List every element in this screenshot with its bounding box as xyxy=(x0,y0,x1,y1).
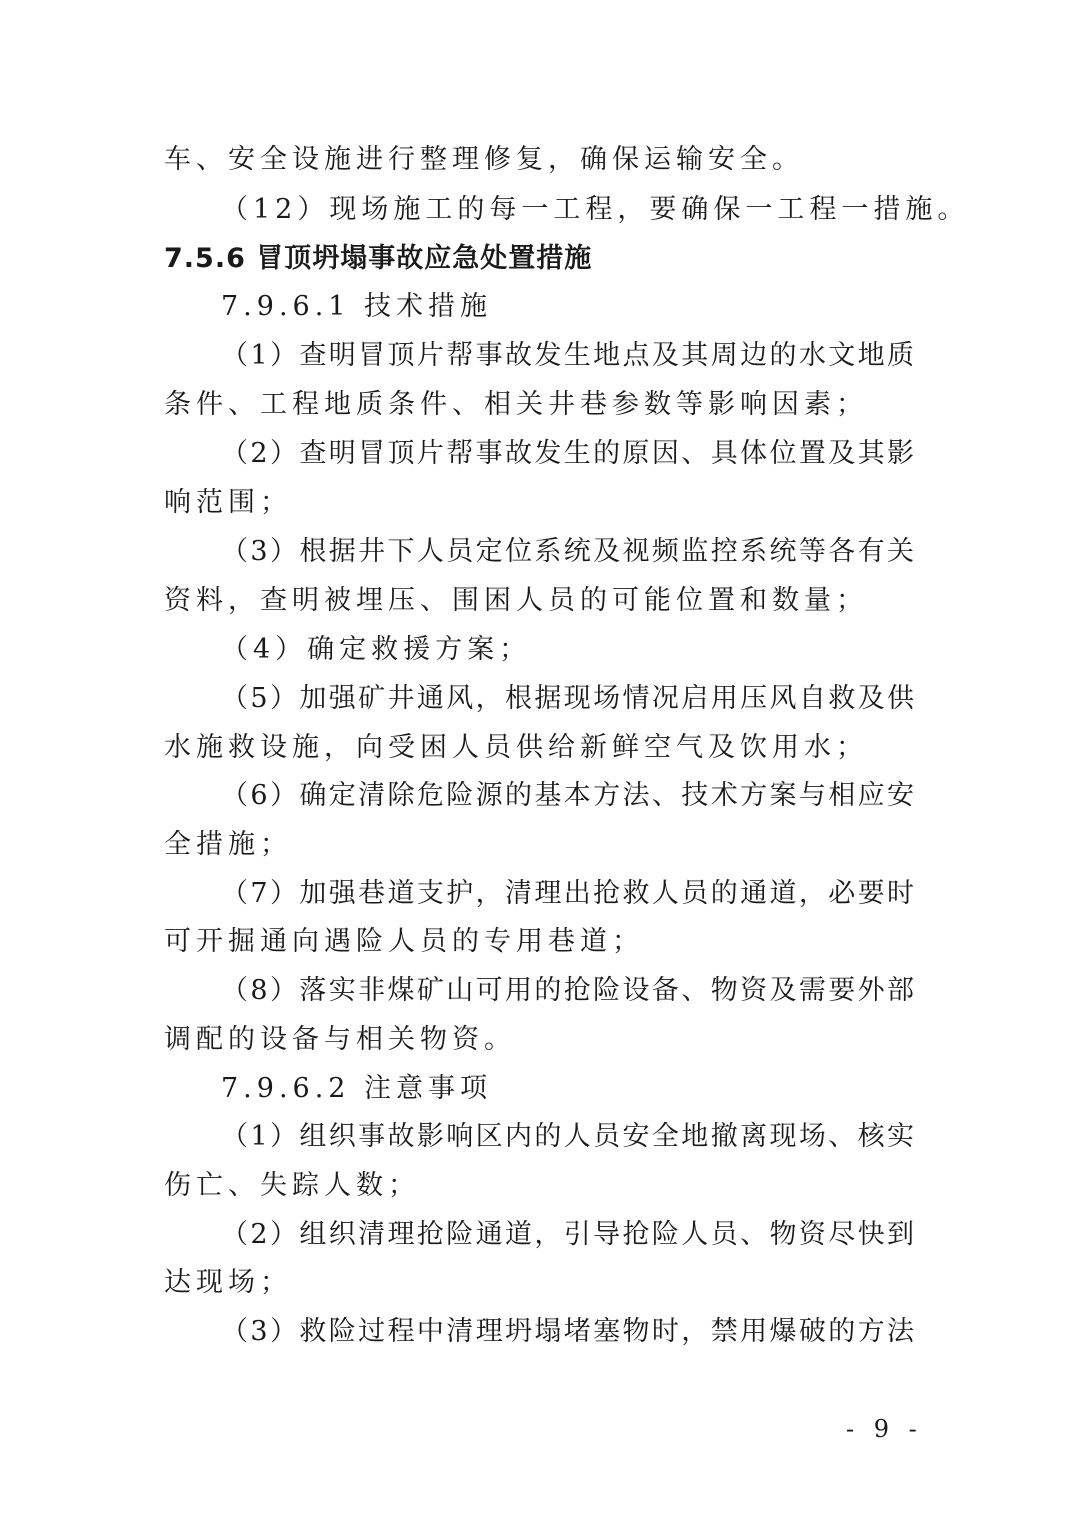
tech-item-3-line-2: 资料，查明被埋压、围困人员的可能位置和数量； xyxy=(164,585,868,616)
section-heading-7-5-6: 7.5.6 冒顶坍塌事故应急处置措施 xyxy=(164,243,593,274)
tech-item-7-line-2: 可开掘通向遇险人员的专用巷道； xyxy=(164,926,644,957)
subsection-heading-7-9-6-2: 7.9.6.2 注意事项 xyxy=(221,1073,493,1104)
note-item-1-line-1: （1）组织事故影响区内的人员安全地撤离现场、核实 xyxy=(221,1121,914,1152)
note-item-1-line-2: 伤亡、失踪人数； xyxy=(164,1170,420,1201)
body-line-1: 车、安全设施进行整理修复，确保运输安全。 xyxy=(164,144,804,175)
note-item-2-line-2: 达现场； xyxy=(164,1267,292,1298)
tech-item-3-line-1: （3）根据井下人员定位系统及视频监控系统等各有关 xyxy=(221,536,914,567)
tech-item-5-line-2: 水施救设施，向受困人员供给新鲜空气及饮用水； xyxy=(164,732,868,763)
subsection-heading-7-9-6-1: 7.9.6.1 技术措施 xyxy=(221,291,493,322)
tech-item-5-line-1: （5）加强矿井通风，根据现场情况启用压风自救及供 xyxy=(221,683,914,714)
tech-item-1-line-1: （1）查明冒顶片帮事故发生地点及其周边的水文地质 xyxy=(221,340,914,371)
tech-item-6-line-2: 全措施； xyxy=(164,829,292,860)
page-number: - 9 - xyxy=(846,1415,923,1443)
list-item-12: （12）现场施工的每一工程，要确保一工程一措施。 xyxy=(221,194,970,225)
tech-item-2-line-1: （2）查明冒顶片帮事故发生的原因、具体位置及其影 xyxy=(221,438,914,469)
tech-item-4: （4）确定救援方案； xyxy=(221,634,532,665)
tech-item-2-line-2: 响范围； xyxy=(164,487,292,518)
note-item-2-line-1: （2）组织清理抢险通道，引导抢险人员、物资尽快到 xyxy=(221,1219,914,1250)
tech-item-8-line-2: 调配的设备与相关物资。 xyxy=(164,1024,516,1055)
tech-item-1-line-2: 条件、工程地质条件、相关井巷参数等影响因素； xyxy=(164,389,868,420)
tech-item-6-line-1: （6）确定清除危险源的基本方法、技术方案与相应安 xyxy=(221,780,914,811)
tech-item-8-line-1: （8）落实非煤矿山可用的抢险设备、物资及需要外部 xyxy=(221,975,914,1006)
tech-item-7-line-1: （7）加强巷道支护，清理出抢救人员的通道，必要时 xyxy=(221,878,914,909)
note-item-3-line-1: （3）救险过程中清理坍塌堵塞物时，禁用爆破的方法 xyxy=(221,1316,914,1347)
